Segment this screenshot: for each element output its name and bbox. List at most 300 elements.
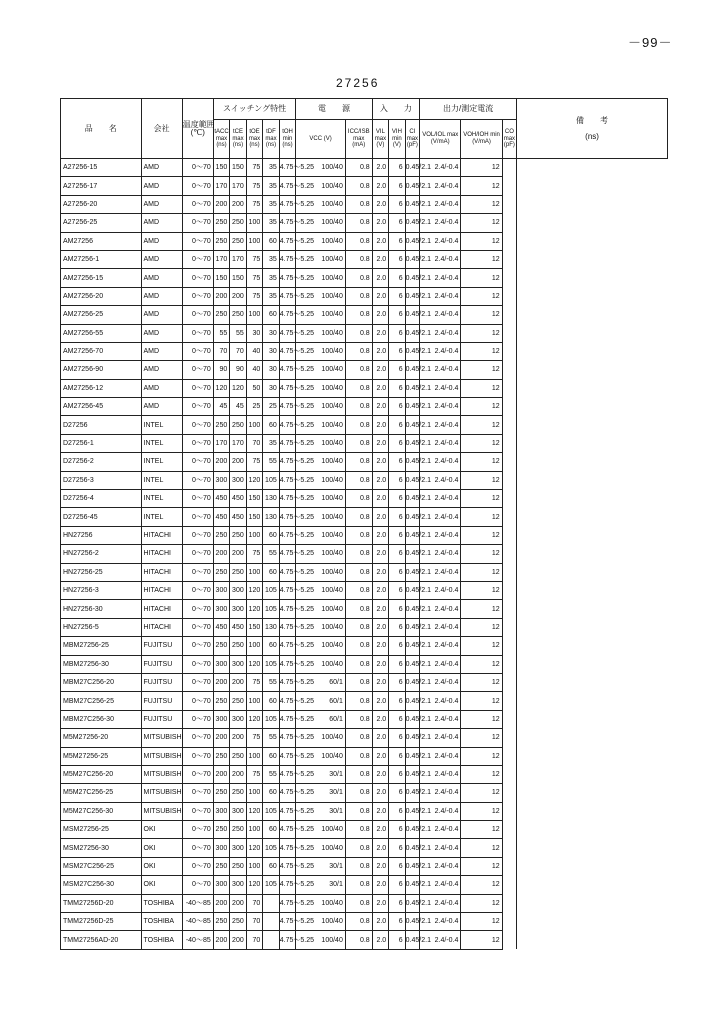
table-cell: 100/40 (296, 250, 346, 268)
table-cell: 2.0 (372, 802, 389, 820)
table-cell: AMD (141, 159, 182, 177)
table-cell: 0～70 (182, 195, 213, 213)
table-cell: 0.8 (345, 821, 372, 839)
table-cell: 0～70 (182, 287, 213, 305)
table-cell: 4.75～5.25 (279, 508, 296, 526)
remark-cell (502, 673, 516, 691)
table-cell: 12 (461, 361, 502, 379)
table-cell: 2.0 (372, 526, 389, 544)
subheader-cell: CO max (pF) (502, 120, 516, 159)
table-cell: 2.4/-0.4 (420, 931, 461, 949)
table-cell: 2.0 (372, 563, 389, 581)
table-cell: 0.45/2.1 (405, 913, 419, 931)
table-cell: 6 (389, 306, 406, 324)
table-cell: 250 (213, 637, 230, 655)
table-cell: 105 (263, 839, 280, 857)
table-cell: 0.45/2.1 (405, 931, 419, 949)
table-row (61, 306, 668, 324)
table-cell: 450 (213, 618, 230, 636)
col-temp (182, 99, 213, 159)
table-cell: 30/1 (296, 876, 346, 894)
table-cell: 6 (389, 821, 406, 839)
table-cell: 2.0 (372, 876, 389, 894)
table-cell: 12 (461, 600, 502, 618)
table-cell: 200 (213, 931, 230, 949)
table-cell: 300 (213, 802, 230, 820)
table-cell: 2.4/-0.4 (420, 821, 461, 839)
table-cell: 0～70 (182, 839, 213, 857)
table-cell: 0～70 (182, 490, 213, 508)
table-cell: 4.75～5.25 (279, 490, 296, 508)
header-row (61, 99, 668, 120)
table-cell: 100/40 (296, 894, 346, 912)
table-cell: 0.45/2.1 (405, 269, 419, 287)
table-cell: 100/40 (296, 398, 346, 416)
table-cell: 0.8 (345, 214, 372, 232)
table-cell: 120 (230, 379, 247, 397)
table-cell: 2.0 (372, 195, 389, 213)
table-cell: 30 (263, 324, 280, 342)
table-cell: 60 (263, 784, 280, 802)
table-cell: 2.4/-0.4 (420, 490, 461, 508)
spec-table (60, 98, 668, 950)
table-cell: 100/40 (296, 471, 346, 489)
table-cell: 0.45/2.1 (405, 250, 419, 268)
table-cell: 0.8 (345, 526, 372, 544)
table-row (61, 545, 668, 563)
table-cell: 12 (461, 747, 502, 765)
remark-cell (502, 490, 516, 508)
table-cell: 12 (461, 324, 502, 342)
table-cell: 12 (461, 839, 502, 857)
table-cell: 300 (230, 471, 247, 489)
table-cell: M5M27256-25 (61, 747, 142, 765)
col-maker: 会社 (141, 99, 182, 159)
table-cell: 2.4/-0.4 (420, 324, 461, 342)
table-cell: 2.4/-0.4 (420, 508, 461, 526)
table-cell: 90 (230, 361, 247, 379)
table-cell: 12 (461, 931, 502, 949)
table-cell: 0～70 (182, 673, 213, 691)
remark-cell (502, 894, 516, 912)
table-cell: 250 (213, 747, 230, 765)
table-row (61, 637, 668, 655)
table-cell: 2.4/-0.4 (420, 747, 461, 765)
table-cell: 6 (389, 802, 406, 820)
table-cell: 0.8 (345, 673, 372, 691)
table-cell: 70 (246, 434, 263, 452)
table-cell: 2.0 (372, 839, 389, 857)
table-cell: HN27256-25 (61, 563, 142, 581)
table-cell: 0～70 (182, 453, 213, 471)
table-cell: 12 (461, 765, 502, 783)
table-cell: 30/1 (296, 857, 346, 875)
table-cell: 100 (246, 821, 263, 839)
table-cell: 2.0 (372, 913, 389, 931)
table-cell: 150 (246, 490, 263, 508)
table-cell: 12 (461, 545, 502, 563)
table-cell: 0.8 (345, 434, 372, 452)
table-cell: 100 (246, 747, 263, 765)
table-cell: 4.75～5.25 (279, 361, 296, 379)
table-cell: 0.45/2.1 (405, 214, 419, 232)
table-cell: 6 (389, 177, 406, 195)
table-cell: 6 (389, 232, 406, 250)
table-cell: 2.0 (372, 729, 389, 747)
table-cell: 100/40 (296, 508, 346, 526)
table-cell: 300 (213, 839, 230, 857)
table-cell: 6 (389, 655, 406, 673)
table-cell: HN27256-30 (61, 600, 142, 618)
table-row (61, 673, 668, 691)
table-row (61, 692, 668, 710)
table-cell: 2.4/-0.4 (420, 729, 461, 747)
table-cell: MSM27C256-25 (61, 857, 142, 875)
table-cell: HN27256-5 (61, 618, 142, 636)
table-cell: 150 (230, 269, 247, 287)
table-cell: 2.0 (372, 453, 389, 471)
table-cell: 2.4/-0.4 (420, 269, 461, 287)
table-cell: 6 (389, 398, 406, 416)
table-cell: 170 (213, 177, 230, 195)
table-cell: 2.0 (372, 490, 389, 508)
table-cell: 2.0 (372, 600, 389, 618)
table-cell: 0～70 (182, 747, 213, 765)
table-cell: 12 (461, 214, 502, 232)
col-supply: 電 源 (296, 99, 372, 120)
table-cell: 25 (246, 398, 263, 416)
table-cell: 4.75～5.25 (279, 563, 296, 581)
table-row (61, 821, 668, 839)
table-cell: 250 (213, 416, 230, 434)
table-cell: 12 (461, 563, 502, 581)
table-cell: 0.8 (345, 398, 372, 416)
table-cell: 4.75～5.25 (279, 287, 296, 305)
table-cell: 100/40 (296, 526, 346, 544)
table-cell: 100/40 (296, 729, 346, 747)
table-cell: 70 (246, 894, 263, 912)
table-cell: MBM27256-30 (61, 655, 142, 673)
table-cell: OKI (141, 876, 182, 894)
table-row (61, 342, 668, 360)
table-cell: AMD (141, 177, 182, 195)
table-cell: 105 (263, 471, 280, 489)
table-cell: 0～70 (182, 471, 213, 489)
col-remarks (517, 99, 668, 159)
table-cell: 6 (389, 159, 406, 177)
table-cell: 100 (246, 692, 263, 710)
col-temp-unit: (℃) (190, 127, 205, 137)
table-cell: MITSUBISHI (141, 765, 182, 783)
table-cell (263, 894, 280, 912)
table-cell: 200 (213, 453, 230, 471)
remark-cell (502, 250, 516, 268)
table-cell: 4.75～5.25 (279, 398, 296, 416)
table-cell: 0～70 (182, 581, 213, 599)
table-cell: 6 (389, 729, 406, 747)
table-cell: 2.4/-0.4 (420, 398, 461, 416)
table-cell: 0.8 (345, 159, 372, 177)
table-cell: 0.8 (345, 876, 372, 894)
table-cell: 40 (246, 342, 263, 360)
table-cell: 0.45/2.1 (405, 287, 419, 305)
table-cell: 6 (389, 931, 406, 949)
table-cell: 150 (246, 618, 263, 636)
table-cell: 12 (461, 177, 502, 195)
table-cell: 250 (230, 821, 247, 839)
table-cell: AMD (141, 250, 182, 268)
table-cell: -40～85 (182, 931, 213, 949)
remark-cell (502, 177, 516, 195)
table-row (61, 214, 668, 232)
table-cell: 0.45/2.1 (405, 784, 419, 802)
table-cell: 12 (461, 857, 502, 875)
table-cell: 0.45/2.1 (405, 177, 419, 195)
remark-cell (502, 361, 516, 379)
table-cell: AMD (141, 398, 182, 416)
table-row (61, 839, 668, 857)
table-cell: 70 (246, 913, 263, 931)
table-cell: 12 (461, 434, 502, 452)
table-cell: D27256 (61, 416, 142, 434)
table-cell: INTEL (141, 434, 182, 452)
table-cell: 2.4/-0.4 (420, 765, 461, 783)
table-cell: HN27256-3 (61, 581, 142, 599)
table-cell: 6 (389, 600, 406, 618)
table-cell: 300 (230, 710, 247, 728)
table-cell: 2.4/-0.4 (420, 232, 461, 250)
table-cell: 300 (213, 581, 230, 599)
table-cell: 450 (230, 508, 247, 526)
table-cell: 250 (213, 214, 230, 232)
table-cell: 2.0 (372, 159, 389, 177)
table-cell: 55 (213, 324, 230, 342)
table-cell: 12 (461, 710, 502, 728)
table-cell: 6 (389, 894, 406, 912)
table-cell: 0.45/2.1 (405, 857, 419, 875)
table-cell: 4.75～5.25 (279, 618, 296, 636)
table-cell: D27256-1 (61, 434, 142, 452)
table-cell: 100/40 (296, 490, 346, 508)
table-cell: 120 (246, 710, 263, 728)
table-cell: 30 (263, 379, 280, 397)
table-cell: 60 (263, 306, 280, 324)
table-cell: MSM27C256-30 (61, 876, 142, 894)
table-row (61, 894, 668, 912)
table-cell: 35 (263, 434, 280, 452)
table-cell: 300 (230, 839, 247, 857)
table-cell: HITACHI (141, 581, 182, 599)
table-cell: 0.8 (345, 306, 372, 324)
table-cell: 4.75～5.25 (279, 747, 296, 765)
table-cell: 0.45/2.1 (405, 526, 419, 544)
table-cell: 12 (461, 287, 502, 305)
table-cell: 12 (461, 159, 502, 177)
table-cell: 12 (461, 306, 502, 324)
table-row (61, 784, 668, 802)
table-cell: 100/40 (296, 214, 346, 232)
table-cell: 4.75～5.25 (279, 876, 296, 894)
table-cell: 2.4/-0.4 (420, 342, 461, 360)
table-cell: 60/1 (296, 692, 346, 710)
table-row (61, 471, 668, 489)
table-cell: M5M27C256-30 (61, 802, 142, 820)
table-cell: 6 (389, 637, 406, 655)
page-title: 27256 (336, 76, 380, 90)
table-cell: 75 (246, 545, 263, 563)
table-cell: 120 (246, 581, 263, 599)
table-row (61, 269, 668, 287)
table-cell: 250 (213, 913, 230, 931)
table-cell: 100/40 (296, 324, 346, 342)
table-cell: 0.8 (345, 269, 372, 287)
subheader-cell: tOE max (ns) (246, 120, 263, 159)
table-cell: A27256-15 (61, 159, 142, 177)
table-cell: 12 (461, 453, 502, 471)
table-row (61, 508, 668, 526)
table-cell: 2.0 (372, 361, 389, 379)
table-cell: 0～70 (182, 306, 213, 324)
table-cell: 2.0 (372, 306, 389, 324)
table-cell: A27256-17 (61, 177, 142, 195)
table-cell: 75 (246, 159, 263, 177)
table-cell: 4.75～5.25 (279, 765, 296, 783)
table-cell: 90 (213, 361, 230, 379)
table-cell: 60 (263, 692, 280, 710)
remark-cell (502, 765, 516, 783)
table-cell: 100/40 (296, 655, 346, 673)
subheader-cell: ICC/ISB max (mA) (345, 120, 372, 159)
table-cell: 6 (389, 214, 406, 232)
table-cell: 35 (263, 214, 280, 232)
table-cell: 60 (263, 563, 280, 581)
table-cell: 4.75～5.25 (279, 784, 296, 802)
table-cell: 2.0 (372, 379, 389, 397)
table-cell: 0.45/2.1 (405, 673, 419, 691)
table-cell: 2.4/-0.4 (420, 159, 461, 177)
table-cell: 250 (213, 821, 230, 839)
table-cell: AM27256-1 (61, 250, 142, 268)
table-cell: TMM27256D-25 (61, 913, 142, 931)
table-cell: -40～85 (182, 894, 213, 912)
table-cell: 12 (461, 784, 502, 802)
table-cell: 0～70 (182, 526, 213, 544)
table-cell: 0.8 (345, 195, 372, 213)
table-cell: 60/1 (296, 710, 346, 728)
table-cell: 170 (230, 434, 247, 452)
table-cell: 45 (213, 398, 230, 416)
table-cell: 100/40 (296, 177, 346, 195)
table-cell: 100 (246, 637, 263, 655)
table-cell: 250 (213, 526, 230, 544)
table-cell: AMD (141, 287, 182, 305)
table-cell: 0.45/2.1 (405, 876, 419, 894)
table-cell: 0.8 (345, 747, 372, 765)
table-cell: 2.0 (372, 821, 389, 839)
table-cell: 60 (263, 747, 280, 765)
table-cell: 0.45/2.1 (405, 508, 419, 526)
table-cell: 2.0 (372, 398, 389, 416)
table-cell: 2.4/-0.4 (420, 876, 461, 894)
table-cell: 2.4/-0.4 (420, 434, 461, 452)
table-row (61, 747, 668, 765)
table-cell: 250 (213, 692, 230, 710)
table-cell: AMD (141, 214, 182, 232)
table-cell: HITACHI (141, 526, 182, 544)
table-cell: 200 (230, 894, 247, 912)
table-cell: 4.75～5.25 (279, 471, 296, 489)
table-cell: HN27256-2 (61, 545, 142, 563)
table-cell: 0.45/2.1 (405, 655, 419, 673)
table-cell: D27256-4 (61, 490, 142, 508)
table-cell: 6 (389, 913, 406, 931)
table-cell: AM27256-45 (61, 398, 142, 416)
table-cell: 250 (213, 784, 230, 802)
table-cell: 4.75～5.25 (279, 692, 296, 710)
table-cell: D27256-3 (61, 471, 142, 489)
table-cell: 2.4/-0.4 (420, 250, 461, 268)
table-cell: 30 (246, 324, 263, 342)
table-cell: 150 (246, 508, 263, 526)
table-cell: 100/40 (296, 416, 346, 434)
table-cell: 12 (461, 673, 502, 691)
table-cell: HN27256 (61, 526, 142, 544)
table-cell: MITSUBISHI (141, 802, 182, 820)
table-cell: 200 (213, 673, 230, 691)
table-cell: TOSHIBA (141, 894, 182, 912)
table-cell: 35 (263, 250, 280, 268)
col-switching: スイッチング特性 (213, 99, 296, 120)
table-cell: 300 (213, 876, 230, 894)
table-cell: 2.4/-0.4 (420, 618, 461, 636)
table-cell: 4.75～5.25 (279, 655, 296, 673)
table-cell: OKI (141, 821, 182, 839)
table-cell: 0.45/2.1 (405, 618, 419, 636)
table-cell: 75 (246, 177, 263, 195)
table-cell: 250 (230, 306, 247, 324)
remark-cell (502, 269, 516, 287)
table-cell: 2.4/-0.4 (420, 416, 461, 434)
table-cell: 35 (263, 269, 280, 287)
table-cell: 100 (246, 416, 263, 434)
table-cell: 250 (230, 526, 247, 544)
table-cell: 100 (246, 214, 263, 232)
table-cell: 4.75～5.25 (279, 306, 296, 324)
table-cell: 300 (230, 802, 247, 820)
remark-cell (502, 618, 516, 636)
table-cell: 30/1 (296, 784, 346, 802)
table-cell: 100/40 (296, 600, 346, 618)
remark-cell (502, 545, 516, 563)
remark-cell (502, 692, 516, 710)
table-cell: 200 (213, 287, 230, 305)
table-cell: 75 (246, 269, 263, 287)
table-cell: AMD (141, 195, 182, 213)
table-cell: 2.0 (372, 931, 389, 949)
table-cell: D27256-45 (61, 508, 142, 526)
remark-cell (502, 214, 516, 232)
table-cell: 2.0 (372, 673, 389, 691)
table-cell: 12 (461, 342, 502, 360)
table-cell: 2.0 (372, 618, 389, 636)
table-cell: 4.75～5.25 (279, 232, 296, 250)
table-cell: 4.75～5.25 (279, 416, 296, 434)
table-cell: 12 (461, 894, 502, 912)
table-row (61, 765, 668, 783)
table-cell: 35 (263, 195, 280, 213)
table-row (61, 250, 668, 268)
table-cell: 12 (461, 581, 502, 599)
